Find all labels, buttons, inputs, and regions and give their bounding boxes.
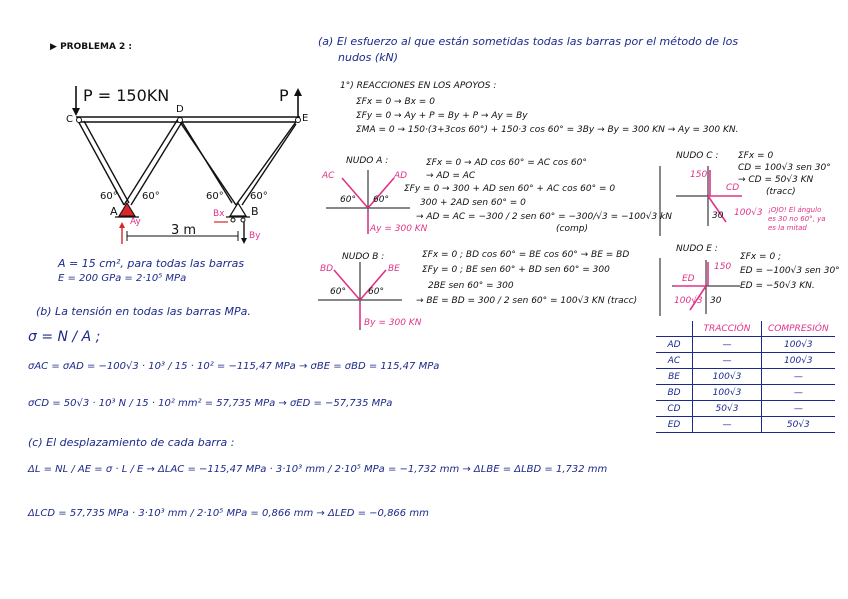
part-c-line-1: ΔL = NL / AE = σ · L / E → ΔLAC = −115,47 MPa · 3·10³ mm / 2·10⁵ MPa = −1,732 mm → ΔLBE = ΔLBD = 1,732 mm [28,464,608,475]
node-e-eq-1: ΣFx = 0 ; [740,252,782,262]
angle-label: 60° [206,191,224,202]
note-line-2: es 30 no 60°, ya [768,215,826,223]
angle-label: 60° [368,287,384,297]
part-a-heading-2: nudos (kN) [338,51,399,64]
reaction-eq-2: ΣFy = 0 → Ay + P = By + P → Ay = By [356,111,528,121]
table-header-cell [656,321,693,337]
table-cell: 100√3 [762,337,835,353]
node-d-label: D [176,104,184,115]
angle-label: 30 [710,296,722,306]
table-header-row [656,321,835,337]
node-a-eq-3: ΣFy = 0 → 300 + AD sen 60° + AC cos 60° = 0 [404,184,616,194]
node-b-eq-3: 2BE sen 60° = 300 [428,281,514,291]
node-e-title: NUDO E : [676,244,718,254]
node-c-label: C [66,114,73,125]
table-row [656,369,835,385]
node-a-eq-5b: (comp) [556,224,588,234]
force-be-label: BE [388,264,400,274]
node-b-eq-1: ΣFx = 0 ; BD cos 60° = BE cos 60° → BE = BD [422,250,630,260]
note-line-1: ¡OJO! El ángulo [768,206,822,214]
by-label: By [249,231,261,241]
angle-label: 60° [373,195,389,205]
table-cell: CD [656,401,693,417]
node-a-eq-5: → AD = AC = −300 / 2 sen 60° = −300/√3 = −100√3 kN [416,212,672,222]
table-cell: — [762,385,835,401]
table-row [656,417,835,433]
part-b-heading: (b) La tensión en todas las barras MPa. [36,305,251,318]
load-label-2: P [279,86,289,105]
results-table [656,321,835,433]
part-a-heading: (a) El esfuerzo al que están sometidas todas las barras por el método de los [318,35,739,48]
angle-label: 60° [340,195,356,205]
table-cell: 50√3 [762,417,835,433]
angle-label: 60° [250,191,268,202]
node-a-title: NUDO A : [346,156,389,166]
force-ed-label: ED [682,274,695,284]
node-c-eq-3: → CD = 50√3 KN [738,175,814,185]
table-header-cell: TRACCIÓN [693,321,762,337]
table-cell: 100√3 [693,385,762,401]
node-a-eq-2: → AD = AC [426,171,476,181]
force-bd-label: BD [320,264,334,274]
table-cell: BE [656,369,693,385]
force-ac-label: AC [322,171,335,181]
angle-label: 60° [330,287,346,297]
node-c-title: NUDO C : [676,151,719,161]
table-header-cell: COMPRESIÓN [762,321,835,337]
table-cell: AD [656,337,693,353]
part-b-formula: σ = N / A ; [28,329,101,345]
angle-label: 60° [142,191,160,202]
ay-label: Ay [130,217,141,227]
node-c-eq-2: CD = 100√3 sen 30° [738,163,831,173]
force-ay-label: Ay = 300 KN [370,224,428,234]
table-row [656,401,835,417]
table-row [656,353,835,369]
node-a-eq-1: ΣFx = 0 → AD cos 60° = AC cos 60° [426,158,587,168]
given-area: A = 15 cm², para todas las barras [58,257,245,270]
part-c-heading: (c) El desplazamiento de cada barra : [28,436,235,449]
bx-label: Bx [213,209,225,219]
node-e-label: E [302,113,309,124]
part-b-line-1: σAC = σAD = −100√3 · 10³ / 15 · 10² = −115,47 MPa → σBE = σBD = 115,47 MPa [28,361,440,372]
force-150-label: 150 [690,170,708,180]
table-cell: — [693,353,762,369]
table-row [656,385,835,401]
force-by-label: By = 300 KN [364,318,422,328]
reaction-eq-3: ΣMA = 0 → 150·(3+3cos 60°) + 150·3 cos 60° = 3By → By = 300 KN → Ay = 300 KN. [356,125,739,135]
table-cell: — [762,369,835,385]
node-a-eq-4: 300 + 2AD sen 60° = 0 [420,198,526,208]
reaction-eq-1: ΣFx = 0 → Bx = 0 [356,97,435,107]
span-label: 3 m [171,223,197,238]
force-cd-label: CD [726,183,740,193]
node-e-eq-2: ED = −100√3 sen 30° [740,266,840,276]
note-line-3: es la mitad [768,224,807,232]
node-b-label: B [251,205,259,218]
angle-label: 30 [712,211,724,221]
node-c-eq-4: (tracc) [766,187,796,197]
node-e-eq-3: ED = −50√3 KN. [740,281,815,291]
node-b-eq-2: ΣFy = 0 ; BE sen 60° + BD sen 60° = 300 [422,265,610,275]
table-cell: AC [656,353,693,369]
part-b-line-2: σCD = 50√3 · 10³ N / 15 · 10² mm² = 57,735 MPa → σED = −57,735 MPa [28,398,393,409]
force-ad-label: AD [394,171,408,181]
play-icon: ▶ [50,42,57,52]
node-b-title: NUDO B : [342,252,385,262]
node-c-eq-1: ΣFx = 0 [738,151,774,161]
table-cell: — [693,337,762,353]
given-modulus: E = 200 GPa = 2·10⁵ MPa [58,273,187,284]
node-b-eq-4: → BE = BD = 300 / 2 sen 60° = 100√3 KN (tracc) [416,296,638,306]
table-row [656,337,835,353]
force-be-label: 100√3 [674,296,703,306]
table-cell: 100√3 [693,369,762,385]
title-text: PROBLEMA 2 : [60,42,133,52]
table-cell: — [762,401,835,417]
angle-label: 60° [100,191,118,202]
load-label: P = 150KN [83,86,170,105]
node-a-label: A [110,205,118,218]
force-150-label: 150 [714,262,732,272]
table-cell: BD [656,385,693,401]
reactions-title: 1°) REACCIONES EN LOS APOYOS : [340,81,497,91]
force-ac-label: 100√3 [734,208,763,218]
part-c-line-2: ΔLCD = 57,735 MPa · 3·10³ mm / 2·10⁵ MPa = 0,866 mm → ΔLED = −0,866 mm [28,508,429,519]
table-cell: — [693,417,762,433]
table-cell: ED [656,417,693,433]
table-cell: 50√3 [693,401,762,417]
table-cell: 100√3 [762,353,835,369]
